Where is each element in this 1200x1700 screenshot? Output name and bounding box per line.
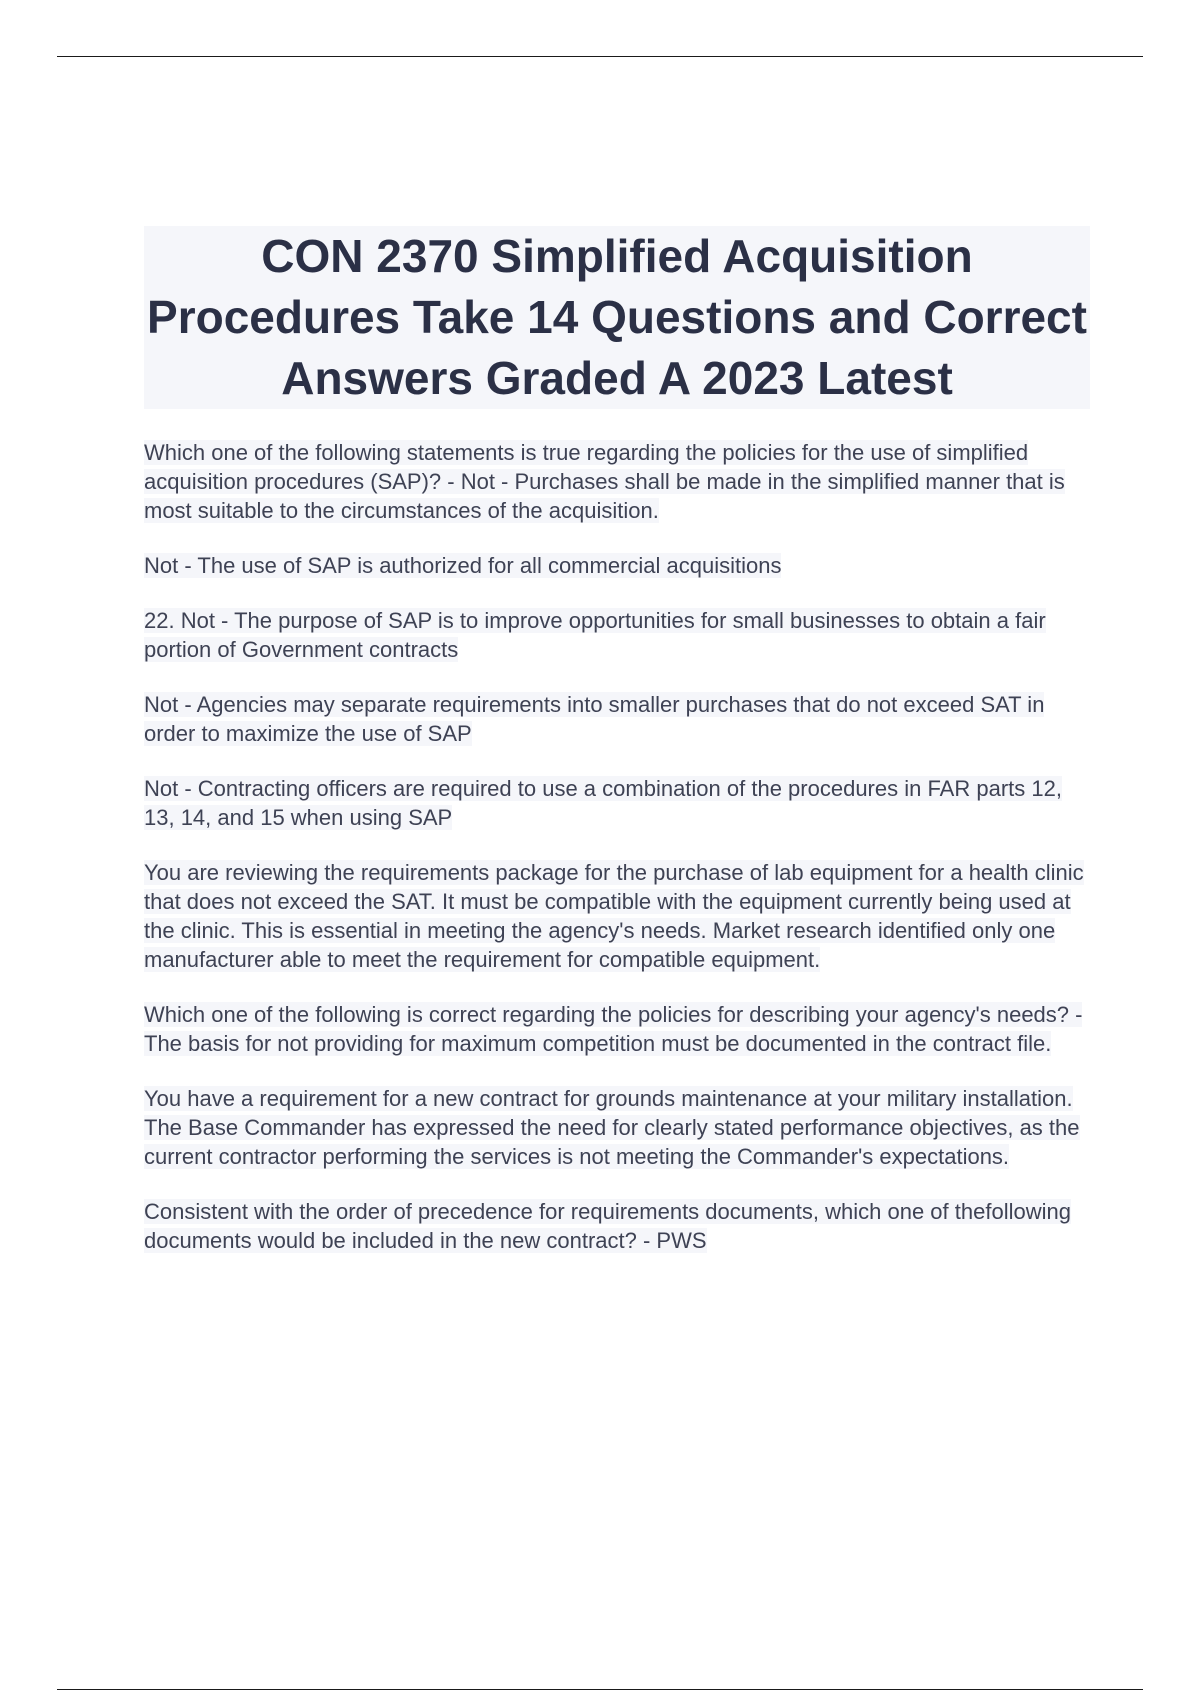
paragraph-7-text: Which one of the following is correct regarding the policies for describing your agency's needs? - The basis for not providing for maximum competition must be documented in the contract file.: [144, 1002, 1083, 1056]
paragraph-8-text: You have a requirement for a new contract for grounds maintenance at your military installation. The Base Commander has expressed the need for clearly stated performance objectives, as the current contractor performing the services is not meeting the Commander's expectations.: [144, 1086, 1080, 1169]
footer-rule: [57, 1689, 1143, 1690]
paragraph-7: [144, 1000, 1090, 1058]
paragraph-2-text: Not - The use of SAP is authorized for all commercial acquisitions: [144, 553, 782, 578]
paragraph-3-text: 22. Not - The purpose of SAP is to improve opportunities for small businesses to obtain a fair portion of Government contracts: [144, 608, 1046, 662]
document-title: CON 2370 Simplified Acquisition Procedures Take 14 Questions and Correct Answers Graded A 2023 Latest: [147, 230, 1087, 404]
title-block: [144, 226, 1090, 409]
paragraph-6-text: You are reviewing the requirements package for the purchase of lab equipment for a health clinic that does not exceed the SAT. It must be compatible with the equipment currently being used at the clinic. This is essential in meeting the agency's needs. Market research identified only one manufacturer able to meet the requirement for compatible equipment.: [144, 860, 1084, 972]
paragraph-4: [144, 690, 1090, 748]
paragraph-5: [144, 774, 1090, 832]
paragraph-5-text: Not - Contracting officers are required to use a combination of the procedures in FAR parts 12, 13, 14, and 15 when using SAP: [144, 776, 1062, 830]
paragraph-8: [144, 1084, 1090, 1171]
paragraph-1-text: Which one of the following statements is true regarding the policies for the use of simplified acquisition procedures (SAP)? - Not - Purchases shall be made in the simplified manner that is most suitable to the circumstances of the acquisition.: [144, 440, 1065, 523]
paragraph-9-text: Consistent with the order of precedence for requirements documents, which one of thefollowing documents would be included in the new contract? - PWS: [144, 1199, 1071, 1253]
paragraph-1: [144, 438, 1090, 525]
document-body: [144, 438, 1090, 1281]
paragraph-6: [144, 858, 1090, 974]
paragraph-2: [144, 551, 1090, 580]
paragraph-3: [144, 606, 1090, 664]
paragraph-9: [144, 1197, 1090, 1255]
paragraph-4-text: Not - Agencies may separate requirements into smaller purchases that do not exceed SAT in order to maximize the use of SAP: [144, 692, 1045, 746]
header-rule: [57, 56, 1143, 57]
